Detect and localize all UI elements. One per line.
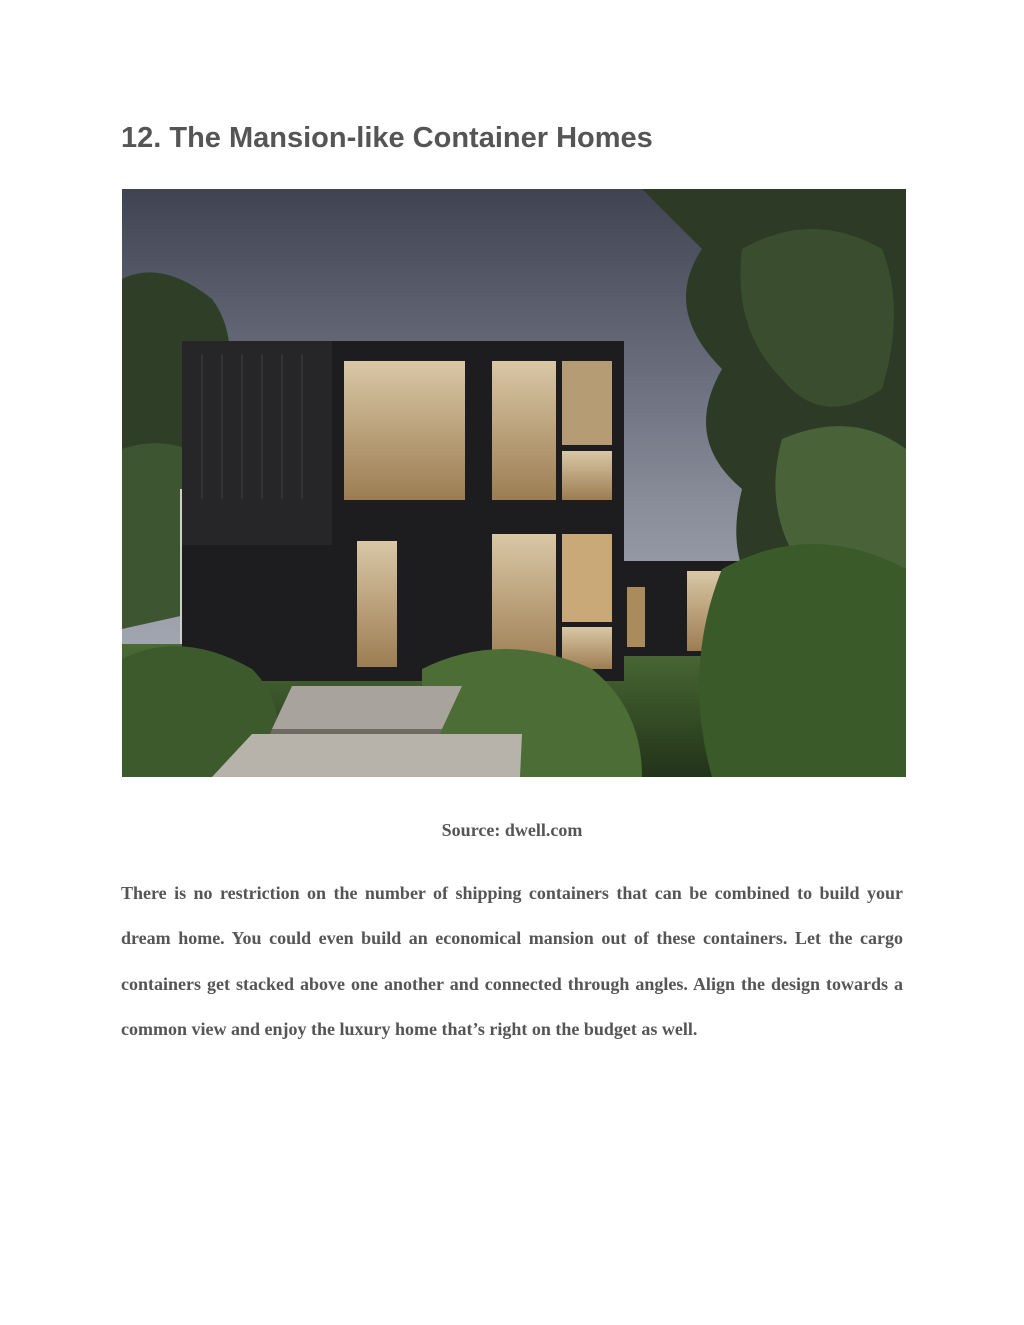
image-source-caption: Source: dwell.com xyxy=(441,820,583,840)
container-house-photo xyxy=(122,189,906,777)
article-paragraph: There is no restriction on the number of shipping containers that can be combined to build your dream home. You could even build an economical mansion out of these containers. Let the cargo containers get stacked above one another and connected through angles. Align the design towards a common view and enjoy the luxury home that’s right on the budget as well. xyxy=(121,883,903,1039)
page-title: 12. The Mansion-like Container Homes xyxy=(121,122,653,154)
